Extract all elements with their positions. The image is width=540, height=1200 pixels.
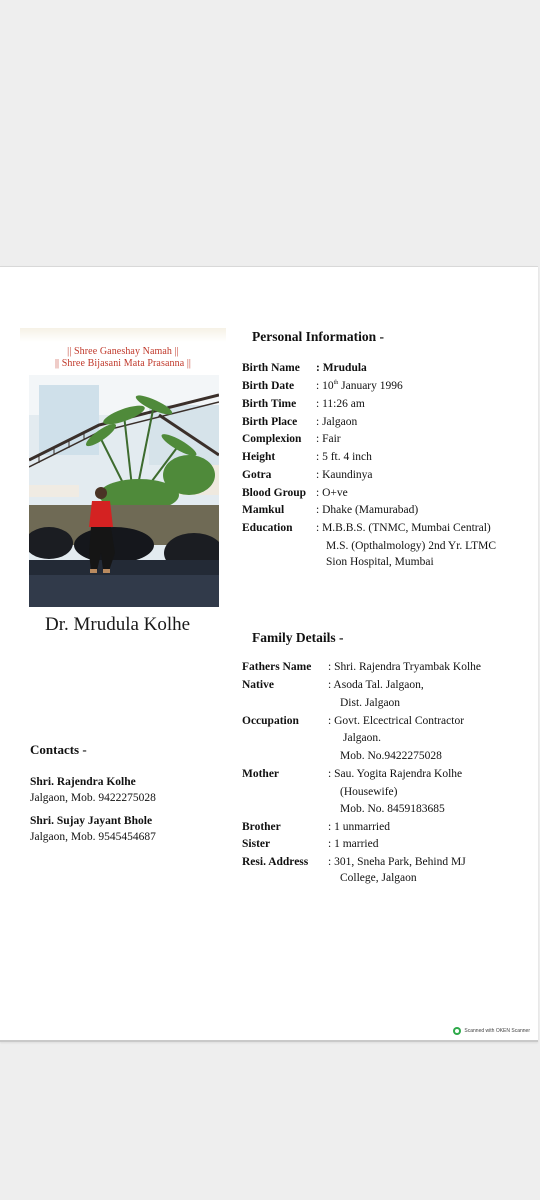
father-value: : Shri. Rajendra Tryambak Kolhe [328, 661, 481, 673]
complexion-value: : Fair [316, 433, 341, 445]
address-line-2: College, Jalgaon [340, 872, 417, 884]
contacts-title: Contacts - [30, 742, 87, 757]
native-value: : Asoda Tal. Jalgaon, [328, 679, 424, 691]
mother-line-2: (Housewife) [340, 786, 398, 798]
sister-label: Sister [242, 838, 271, 850]
blood-group-value: : O+ve [316, 487, 348, 499]
native-label: Native [242, 679, 274, 691]
biodata-sheet [0, 266, 538, 1042]
scanner-logo-icon [453, 1027, 461, 1035]
contact-2-line: Jalgaon, Mob. 9545454687 [30, 831, 156, 843]
birth-date-value [316, 380, 403, 392]
education-value: : M.B.B.S. (TNMC, Mumbai Central) [316, 522, 491, 534]
blessing-line-2: || Shree Bijasani Mata Prasanna || [54, 358, 192, 369]
brother-value: : 1 unmarried [328, 821, 390, 833]
birth-place-label: Birth Place [242, 416, 298, 428]
birth-date-month-year: January 1996 [338, 380, 403, 392]
contact-1-name: Shri. Rajendra Kolhe [30, 776, 136, 788]
gotra-value: : Kaundinya [316, 469, 373, 481]
birth-name-value: : Mrudula [316, 362, 367, 374]
blood-group-label: Blood Group [242, 487, 307, 499]
father-label: Fathers Name [242, 661, 312, 673]
profile-photo [29, 375, 219, 607]
occupation-line-3: Mob. No.9422275028 [340, 750, 442, 762]
blessing-line-1: || Shree Ganeshay Namah || [67, 346, 179, 357]
personal-info-title: Personal Information - [252, 329, 384, 344]
family-details-title: Family Details - [252, 630, 344, 645]
height-value: : 5 ft. 4 inch [316, 451, 372, 463]
education-line-3: Sion Hospital, Mumbai [326, 556, 434, 568]
contact-1-line: Jalgaon, Mob. 9422275028 [30, 792, 156, 804]
complexion-label: Complexion [242, 433, 302, 445]
candidate-name: Dr. Mrudula Kolhe [45, 614, 191, 635]
native-line-2: Dist. Jalgaon [340, 697, 401, 709]
scanner-watermark [453, 1027, 530, 1035]
birth-time-value: : 11:26 am [316, 398, 365, 410]
height-label: Height [242, 451, 276, 463]
occupation-value: : Govt. Elcectrical Contractor [328, 715, 465, 727]
brother-label: Brother [242, 821, 281, 833]
mother-value: : Sau. Yogita Rajendra Kolhe [328, 768, 463, 780]
mother-label: Mother [242, 768, 280, 780]
sheet-top-border [0, 266, 538, 267]
occupation-label: Occupation [242, 715, 299, 727]
birth-date-label: Birth Date [242, 380, 295, 392]
education-label: Education [242, 522, 293, 534]
birth-name-label: Birth Name [242, 362, 300, 374]
birth-date-ordinal: th [333, 380, 339, 387]
occupation-line-2: Jalgaon. [343, 732, 382, 744]
address-label: Resi. Address [242, 856, 309, 868]
contact-2-name: Shri. Sujay Jayant Bhole [30, 815, 153, 827]
address-value: : 301, Sneha Park, Behind MJ [328, 856, 466, 868]
birth-time-label: Birth Time [242, 398, 297, 410]
mamkul-label: Mamkul [242, 504, 285, 516]
blessing-header [20, 328, 226, 374]
birth-date-day: : 10 [316, 380, 334, 392]
gotra-label: Gotra [242, 469, 272, 481]
education-line-2: M.S. (Opthalmology) 2nd Yr. LTMC [326, 540, 497, 552]
scanner-text: Scanned with OKEN Scanner [464, 1028, 530, 1034]
mamkul-value: : Dhake (Mamurabad) [316, 504, 419, 516]
birth-place-value: : Jalgaon [316, 416, 358, 428]
mother-line-3: Mob. No. 8459183685 [340, 803, 445, 815]
sister-value: : 1 married [328, 838, 379, 850]
